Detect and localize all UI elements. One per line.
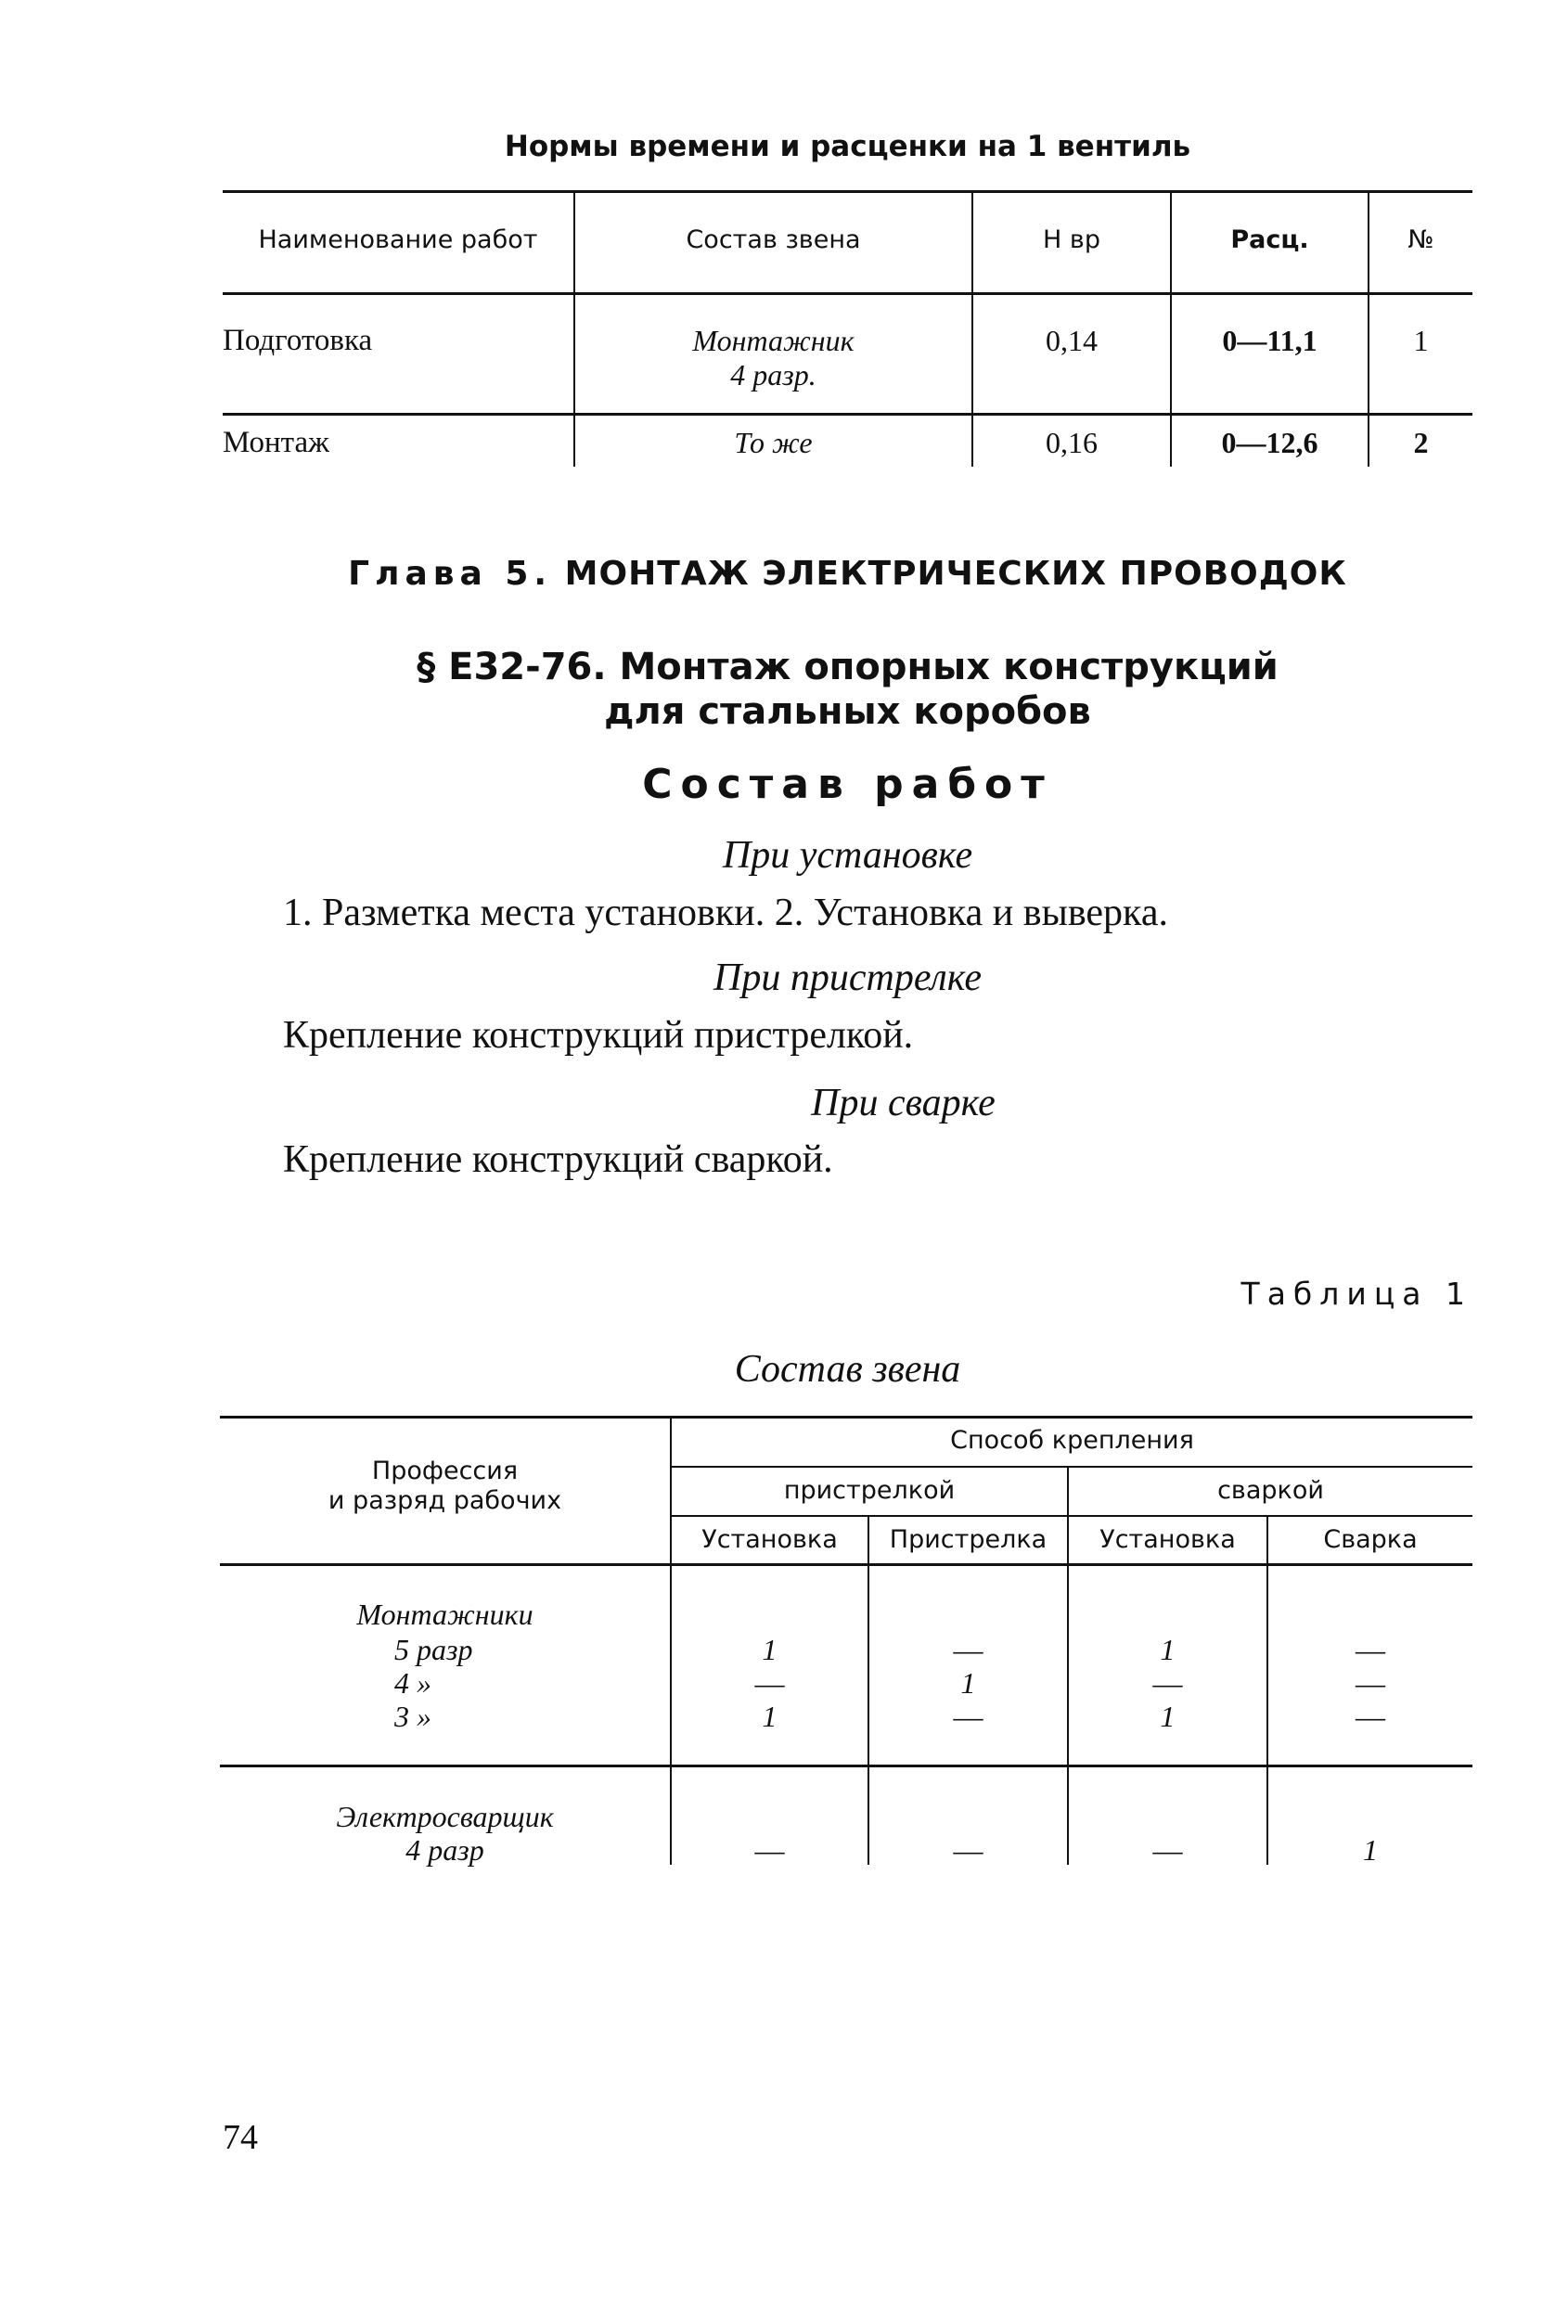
cell-value: 1 <box>762 1633 778 1666</box>
cell-value: — <box>1356 1633 1385 1666</box>
cell-value: — <box>953 1833 983 1867</box>
norms-row2-work: Монтаж <box>223 426 329 459</box>
cell-value: 1 <box>1160 1633 1176 1666</box>
welder-grade: 4 разр <box>405 1833 484 1867</box>
work-composition-heading: Состав работ <box>642 761 1053 808</box>
shoot-text: Крепление конструкций пристрелкой. <box>283 1014 914 1057</box>
subheader-install-1: Установка <box>701 1525 838 1554</box>
norms-table-top-rule <box>223 190 1472 193</box>
method-header: Способ крепления <box>950 1426 1194 1455</box>
montazhniki-title: Монтажники <box>356 1598 533 1631</box>
norms-table-header-rule <box>223 292 1472 295</box>
norms-row2-number: 2 <box>1413 426 1429 459</box>
cell-value: — <box>953 1700 983 1733</box>
install-subheading: При установке <box>722 834 973 877</box>
subheader-welding: Сварка <box>1323 1525 1418 1554</box>
cell-value: 1 <box>1363 1833 1378 1867</box>
subheader-install-2: Установка <box>1099 1525 1236 1554</box>
norms-header-rate: Расц. <box>1230 225 1309 254</box>
cell-value: 1 <box>960 1666 976 1700</box>
group-header-welding: сваркой <box>1217 1476 1324 1505</box>
montazhniki-grade-3: 3 » <box>394 1700 431 1733</box>
cell-value: — <box>1356 1700 1385 1733</box>
norms-header-crew: Состав звена <box>686 225 861 254</box>
norms-header-time: Н вр <box>1043 225 1100 254</box>
norms-row1-time: 0,14 <box>1046 324 1098 357</box>
norms-row2-rate: 0—12,6 <box>1221 426 1318 459</box>
cell-value: — <box>1356 1666 1385 1700</box>
chapter-heading <box>223 555 1472 593</box>
crew-table-caption: Состав звена <box>734 1348 961 1391</box>
section-heading-line2: для стальных коробов <box>604 690 1091 733</box>
cell-value: — <box>754 1666 785 1700</box>
crew-table-top-rule <box>220 1416 1472 1419</box>
norms-table-row-rule <box>223 413 1472 416</box>
subheader-shooting: Пристрелка <box>889 1525 1047 1554</box>
norms-table-title: Нормы времени и расценки на 1 вентиль <box>504 130 1191 163</box>
page-number: 74 <box>223 2118 258 2157</box>
norms-row2-time: 0,16 <box>1046 426 1098 459</box>
cell-value: — <box>754 1833 785 1867</box>
profession-header-line2: и разряд рабочих <box>328 1486 562 1515</box>
norms-row1-crew: Монтажник <box>692 324 855 357</box>
cell-value: 1 <box>762 1700 778 1733</box>
montazhniki-grade-5: 5 разр <box>394 1633 473 1666</box>
chapter-title: МОНТАЖ ЭЛЕКТРИЧЕСКИХ ПРОВОДОК <box>564 555 1347 593</box>
table-label: Таблица 1 <box>1240 1276 1472 1312</box>
weld-subheading: При сварке <box>811 1082 996 1124</box>
install-text: 1. Разметка места установки. 2. Установка и выверка. <box>283 892 1168 934</box>
weld-text: Крепление конструкций сваркой. <box>283 1138 833 1181</box>
welder-title: Электросварщик <box>336 1800 554 1833</box>
section-heading-line1: § Е32-76. Монтаж опорных конструкций <box>417 646 1279 688</box>
montazhniki-grade-4: 4 » <box>394 1666 431 1700</box>
cell-value: 1 <box>1160 1700 1176 1733</box>
norms-row1-crew-grade: 4 разр. <box>730 358 816 392</box>
cell-value: — <box>1152 1666 1183 1700</box>
norms-row1-rate: 0—11,1 <box>1222 324 1317 357</box>
cell-value: — <box>1152 1833 1183 1867</box>
crew-table-method-rule <box>670 1466 1472 1468</box>
crew-table-group-rule <box>670 1515 1472 1517</box>
norms-row1-number: 1 <box>1413 324 1429 357</box>
chapter-prefix: Глава 5. <box>348 555 553 593</box>
cell-value: — <box>953 1633 983 1666</box>
crew-table-header-rule <box>220 1563 1472 1566</box>
group-header-shooting: пристрелкой <box>783 1476 956 1505</box>
norms-header-number: № <box>1407 225 1434 254</box>
shoot-subheading: При пристрелке <box>713 957 982 999</box>
profession-header-line1: Профессия <box>371 1457 519 1485</box>
norms-row1-work: Подготовка <box>223 324 373 357</box>
crew-table-section-rule <box>220 1765 1472 1767</box>
norms-row2-crew: То же <box>734 426 813 459</box>
profession-header <box>220 1457 670 1516</box>
norms-header-work: Наименование работ <box>258 225 538 254</box>
